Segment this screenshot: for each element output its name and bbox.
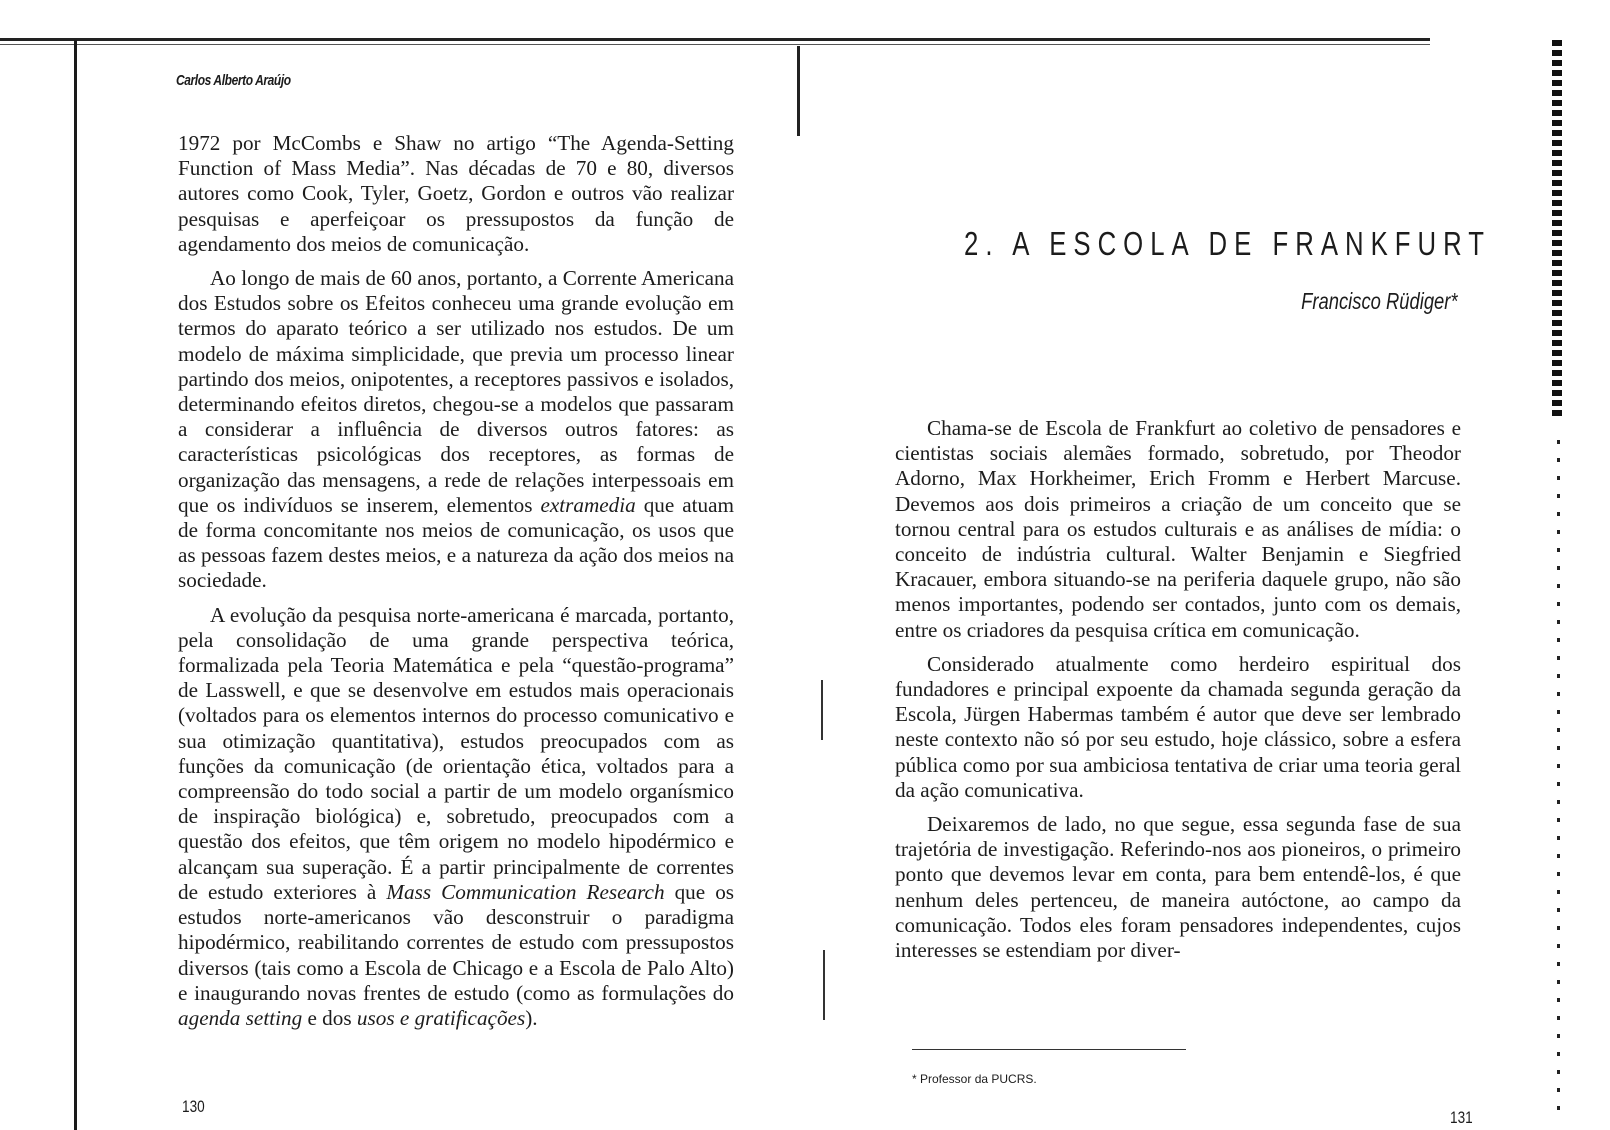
- left-paragraph-2: Ao longo de mais de 60 anos, portanto, a Corrente Americana dos Estudos sobre os Efeitos conheceu uma grande evolução em termos do aparato teórico a ser utilizado nos estudos. De um modelo de máxima simplicidade, que previa um processo linear partindo dos meios, onipotentes, a receptores passivos e isolados, determinando efeitos diretos, chegou-se a modelos que passaram a considerar a influência de diversos outros fatores: as características psicológicas dos receptores, as formas de organização das mensagens, a rede de relações interpessoais em que os indivíduos se inserem, elementos extramedia que atuam de forma concomitante nos meios de comunicação, os usos que as pessoas fazem destes meios, e a natureza da ação dos meios na sociedade.: [178, 266, 734, 593]
- chapter-author: Francisco Rüdiger*: [1301, 288, 1458, 314]
- right-paragraph-1: Chama-se de Escola de Frankfurt ao coletivo de pensadores e cientistas sociais alemães formado, sobretudo, por Theodor Adorno, Max Horkheimer, Erich Fromm e Herbert Marcuse. Devemos aos dois primeiros a criação de um conceito que se tornou central para os estudos culturais e as análises de mídia: o conceito de indústria cultural. Walter Benjamin e Siegfried Kracauer, embora situando-se na periferia daquele grupo, não são menos importantes, podendo ser contados, junto com os demais, entre os criadores da pesquisa crítica em comunicação.: [895, 416, 1461, 642]
- running-head: Carlos Alberto Araújo: [176, 72, 291, 89]
- scan-top-rule: [0, 38, 1430, 41]
- left-paragraph-1: 1972 por McCombs e Shaw no artigo “The Agenda-Setting Function of Mass Media”. Nas décadas de 70 e 80, diversos autores como Cook, Tyler, Goetz, Gordon e outros vão realizar pesquisas e aperfeiçoar os pressupostos da função de agendamento dos meios de comunicação.: [178, 131, 734, 256]
- left-page-body: [178, 131, 734, 1031]
- chapter-title: 2. A ESCOLA DE FRANKFURT: [964, 225, 1492, 262]
- right-paragraph-3: Deixaremos de lado, no que segue, essa segunda fase de sua trajetória de investigação. Referindo-nos aos pioneiros, o primeiro ponto que devemos levar em conta, para bem entendê-los, é que nenhum deles pertenceu, de maneira autóctone, ao campo da comunicação. Todos eles foram pensadores independentes, cujos interesses se estendiam por diver-: [895, 812, 1461, 963]
- scan-top-rule-thin: [0, 44, 1430, 45]
- footnote: * Professor da PUCRS.: [912, 1072, 1037, 1086]
- book-spine-mark: [797, 46, 800, 136]
- page-number-right: 131: [1450, 1108, 1473, 1127]
- scan-right-edge-dots: [1557, 440, 1560, 1120]
- right-page-body: [895, 416, 1461, 963]
- scan-right-edge: [1552, 40, 1562, 420]
- right-paragraph-2: Considerado atualmente como herdeiro espiritual dos fundadores e principal expoente da chamada segunda geração da Escola, Jürgen Habermas também é autor que deve ser lembrado neste contexto não só por seu estudo, hoje clássico, sobre a esfera pública como por sua ambiciosa tentativa de criar uma teoria geral da ação comunicativa.: [895, 651, 1461, 802]
- scan-left-edge: [74, 40, 77, 1130]
- book-spine-mark: [821, 680, 823, 740]
- book-spine-mark: [823, 950, 825, 1020]
- footnote-rule: [912, 1049, 1186, 1050]
- page-number-left: 130: [182, 1097, 205, 1116]
- left-paragraph-3: A evolução da pesquisa norte-americana é marcada, portanto, pela consolidação de uma grande perspectiva teórica, formalizada pela Teoria Matemática e pela “questão-programa” de Lasswell, e que se desenvolve em estudos mais operacionais (voltados para os elementos internos do processo comunicativo e sua otimização quantitativa), estudos preocupados com as funções da comunicação (de orientação ética, voltados para a compreensão do todo social a partir de um modelo organísmico de inspiração biológica) e, sobretudo, preocupados com a questão dos efeitos, que têm origem no modelo hipodérmico e alcançam sua superação. É a partir principalmente de correntes de estudo exteriores à Mass Communication Research que os estudos norte-americanos vão desconstruir o paradigma hipodérmico, reabilitando correntes de estudo com pressupostos diversos (tais como a Escola de Chicago e a Escola de Palo Alto) e inaugurando novas frentes de estudo (como as formulações do agenda setting e dos usos e gratificações).: [178, 602, 735, 1030]
